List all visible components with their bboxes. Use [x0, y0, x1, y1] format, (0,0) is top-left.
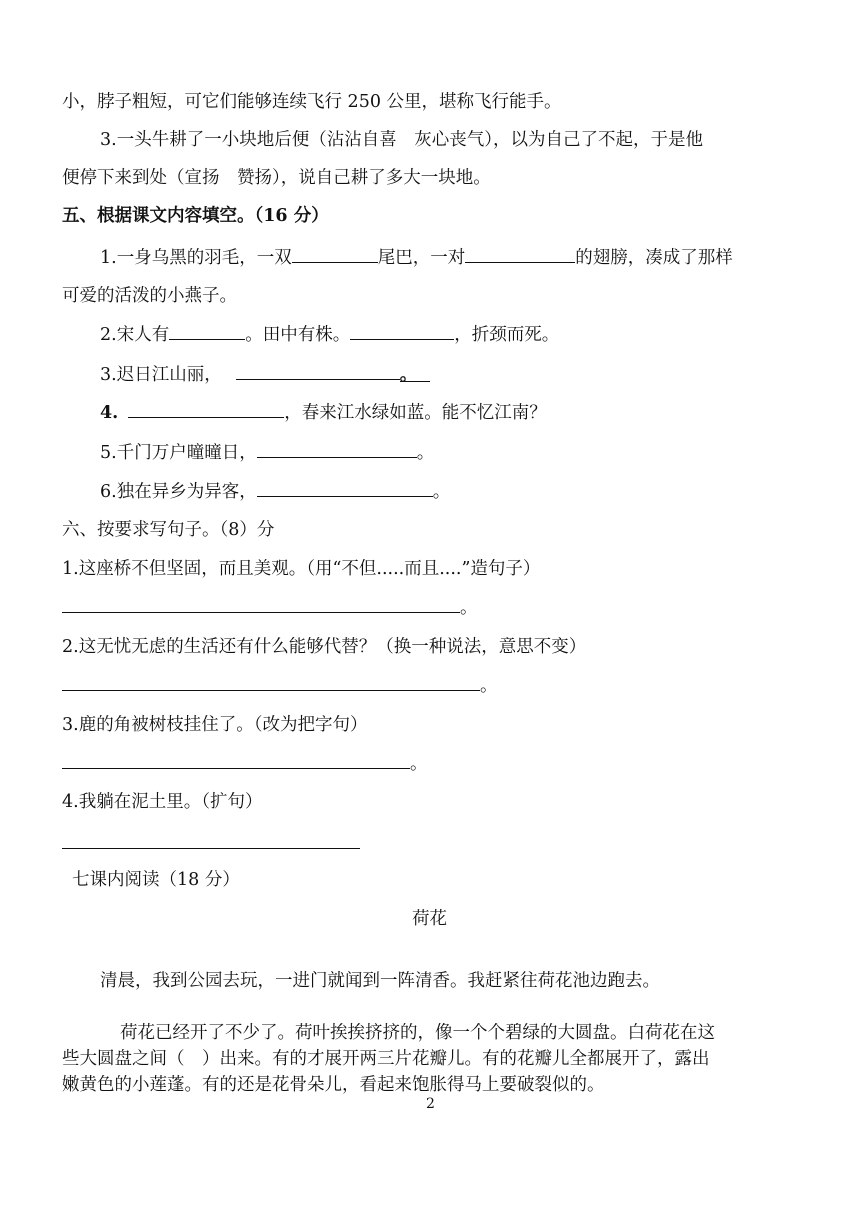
q3-underline-tail [400, 381, 430, 382]
q5-blank[interactable] [257, 440, 417, 458]
q1-blank-2[interactable] [465, 245, 575, 263]
q1-text-b: 尾巴，一对 [377, 248, 466, 268]
q2-text-c: ，折颈而死。 [454, 325, 560, 345]
section4-q3-line1: 3.一头牛耕了一小块地后便（沾沾自喜 灰心丧气），以为自己了不起，于是他 [100, 130, 703, 150]
section6-q3-answer-line[interactable] [62, 768, 410, 769]
passage-paragraph-2-line2: 些大圆盘之间（ ）出来。有的才展开两三片花瓣儿。有的花瓣儿全都展开了，露出 [62, 1049, 710, 1069]
section5-q6 [100, 479, 450, 504]
section5-q1-line1 [100, 245, 733, 270]
section6-q2-answer-line[interactable] [62, 690, 480, 691]
section6-q1-period: 。 [460, 598, 478, 618]
q4-number: 4. [100, 403, 119, 423]
section5-heading: 五、根据课文内容填空。（16 分） [62, 206, 329, 226]
q4-text: ，春来江水绿如蓝。能不忆江南？ [284, 403, 547, 423]
q1-text-a: 1.一身乌黑的羽毛，一双 [100, 248, 292, 268]
q5-text: 5.千门万户曈曈日， [100, 443, 257, 463]
section5-q5 [100, 440, 434, 465]
section6-q2: 2.这无忧无虑的生活还有什么能够代替？（换一种说法，意思不变） [62, 637, 587, 657]
passage-paragraph-2-line1: 荷花已经开了不少了。荷叶挨挨挤挤的，像一个个碧绿的大圆盘。白荷花在这 [120, 1023, 715, 1043]
q2-blank-1[interactable] [169, 322, 245, 340]
section5-q4 [100, 400, 547, 425]
section5-q3 [100, 362, 417, 387]
passage-paragraph-1: 清晨，我到公园去玩，一进门就闻到一阵清香。我赶紧往荷花池边跑去。 [100, 971, 660, 991]
q2-text-a: 2.宋人有 [100, 325, 170, 345]
q6-text: 6.独在异乡为异客， [100, 482, 257, 502]
passage-paragraph-2-line3: 嫩黄色的小莲蓬。有的还是花骨朵儿，看起来饱胀得马上要破裂似的。 [62, 1075, 605, 1095]
q6-blank[interactable] [257, 479, 433, 497]
section5-q2 [100, 322, 559, 347]
passage-title: 荷花 [412, 909, 447, 929]
section6-q3-period: 。 [410, 754, 428, 774]
q5-end: 。 [416, 443, 435, 463]
section6-q1: 1.这座桥不但坚固，而且美观。（用“不但.....而且....”造句子） [62, 559, 541, 579]
page-number: 2 [426, 1096, 435, 1112]
section7-heading: 七课内阅读（18 分） [72, 870, 240, 890]
section6-q2-period: 。 [480, 676, 498, 696]
q2-text-b: 。田中有株。 [245, 325, 351, 345]
q3-blank[interactable] [236, 362, 400, 380]
section6-q1-answer-line[interactable] [62, 612, 460, 613]
section5-q1-line2: 可爱的活泼的小燕子。 [62, 286, 237, 306]
q3-text-a: 3.迟日江山丽， [100, 365, 222, 385]
q4-blank[interactable] [128, 400, 284, 418]
section6-q4: 4.我躺在泥土里。（扩句） [62, 792, 263, 812]
section4-q3-line2: 便停下来到处（宣扬 赞扬），说自己耕了多大一块地。 [62, 168, 491, 188]
section6-heading: 六、按要求写句子。（8）分 [62, 520, 275, 540]
section4-continuation-line: 小，脖子粗短，可它们能够连续飞行 250 公里，堪称飞行能手。 [62, 92, 562, 112]
q6-end: 。 [432, 482, 451, 502]
section6-q4-answer-line[interactable] [62, 848, 360, 849]
q1-blank-1[interactable] [292, 245, 378, 263]
section6-q3: 3.鹿的角被树枝挂住了。（改为把字句） [62, 715, 368, 735]
q1-text-c: 的翅膀，凑成了那样 [575, 248, 733, 268]
q3-end: 。 [399, 365, 418, 385]
q2-blank-2[interactable] [350, 322, 454, 340]
